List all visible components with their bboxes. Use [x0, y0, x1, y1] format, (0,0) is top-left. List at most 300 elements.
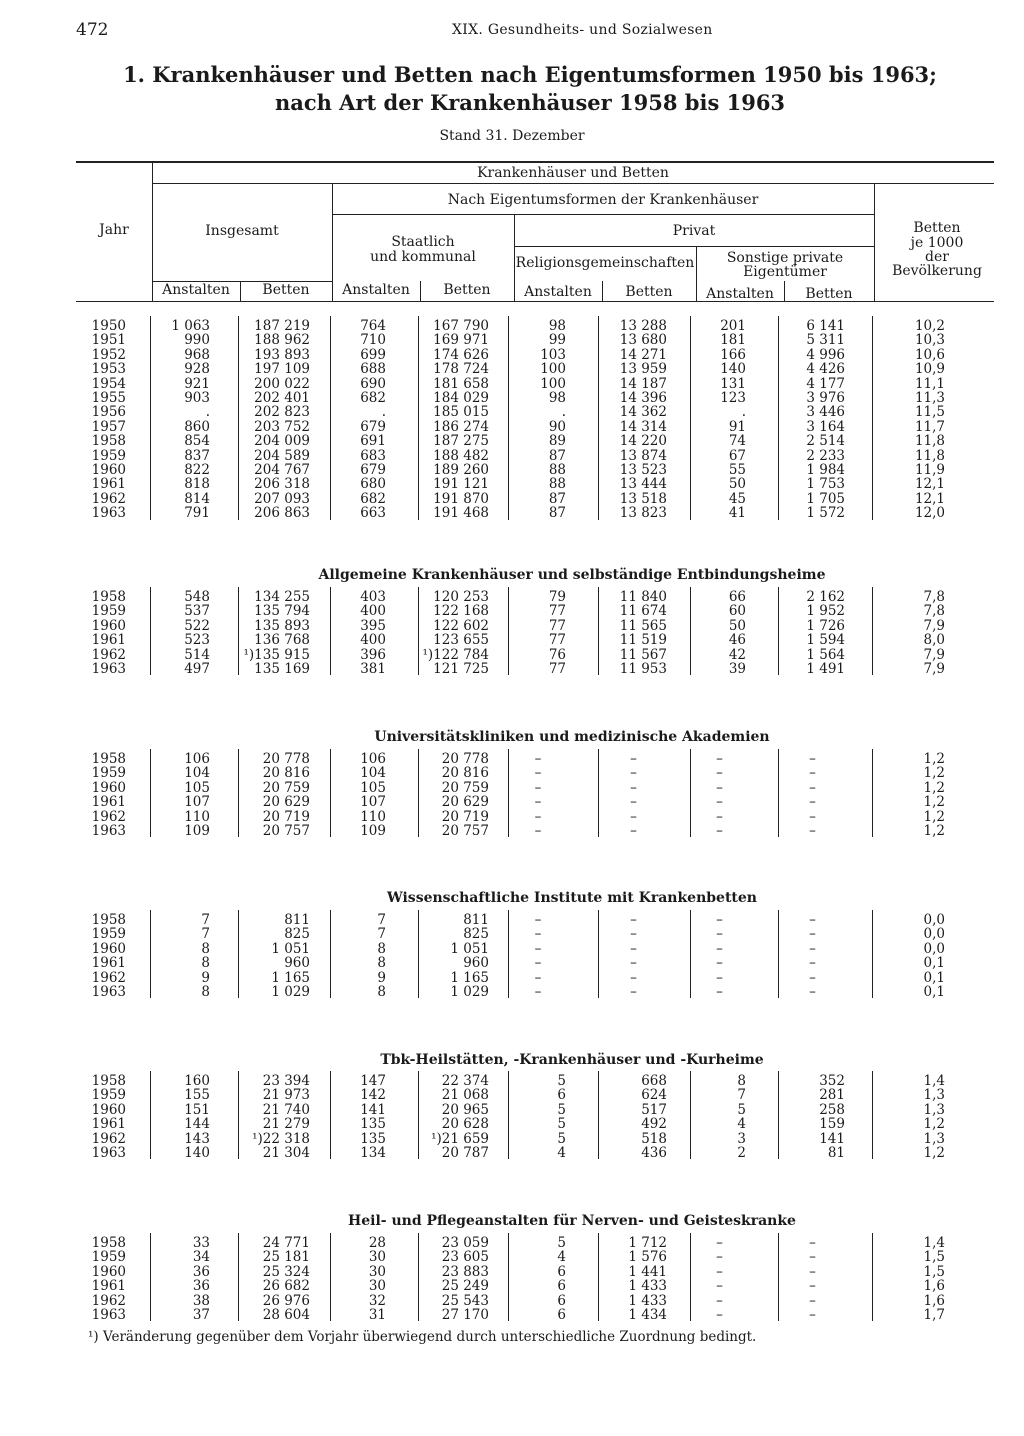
year-cell: 1958	[91, 1235, 126, 1251]
religion-anstalten-cell: –	[534, 984, 542, 1000]
sonstige-anstalten-cell: –	[716, 808, 723, 825]
religion-anstalten-cell: 87	[548, 490, 566, 507]
staatlich-anstalten-cell: 710	[360, 332, 386, 349]
staatlich-betten-cell: ¹)21 659	[431, 1130, 489, 1147]
year-cell: 1959	[91, 1249, 126, 1266]
religion-betten-cell: 517	[641, 1101, 667, 1118]
sonstige-betten-cell: –	[809, 794, 816, 811]
staatlich-anstalten-cell: 663	[360, 505, 386, 522]
religion-betten-cell: 14 220	[619, 433, 667, 450]
insgesamt-anstalten-cell: 814	[184, 490, 210, 507]
sonstige-betten-cell: –	[809, 1307, 816, 1323]
staatlich-betten-cell: 20 629	[441, 794, 489, 811]
table-row	[0, 647, 1024, 662]
sonstige-betten-cell: 281	[819, 1087, 845, 1104]
insgesamt-anstalten-cell: 860	[184, 418, 210, 435]
staatlich-anstalten-cell: 8	[377, 955, 386, 972]
table-row	[0, 1145, 1024, 1160]
betten-je-1000-cell: 1,2	[923, 823, 945, 839]
staatlich-betten-cell: 178 724	[433, 361, 489, 378]
betten-je-1000-cell: 11,8	[914, 447, 945, 464]
sonstige-anstalten-cell: 140	[720, 361, 746, 378]
staatlich-anstalten-cell: 699	[360, 346, 386, 363]
betten-je-1000-cell: 0,1	[923, 984, 945, 1000]
year-cell: 1952	[91, 346, 126, 363]
insgesamt-anstalten-cell: 968	[184, 346, 210, 363]
sonstige-anstalten-cell: 123	[720, 390, 746, 406]
insgesamt-anstalten-cell: 106	[184, 751, 210, 767]
section-title: Wissenschaftliche Institute mit Krankenbetten	[387, 890, 757, 906]
religion-betten-cell: 13 680	[619, 332, 667, 349]
table-row	[0, 505, 1024, 520]
religion-anstalten-cell: 6	[557, 1087, 566, 1104]
header-betten-je-line3: der	[925, 249, 949, 265]
religion-anstalten-cell: 6	[557, 1278, 566, 1295]
sonstige-anstalten-cell: 55	[728, 462, 746, 478]
staatlich-anstalten-cell: 7	[377, 926, 386, 943]
year-cell: 1950	[91, 318, 126, 334]
betten-je-1000-cell: 1,2	[923, 794, 945, 811]
betten-je-1000-cell: 11,5	[914, 404, 945, 421]
staatlich-anstalten-cell: 8	[377, 984, 386, 1000]
insgesamt-betten-cell: 24 771	[262, 1235, 310, 1251]
insgesamt-betten-cell: 26 976	[262, 1292, 310, 1309]
staatlich-anstalten-cell: 395	[360, 617, 386, 634]
insgesamt-anstalten-cell: 514	[184, 646, 210, 663]
insgesamt-betten-cell: 25 181	[262, 1249, 310, 1266]
insgesamt-anstalten-cell: 110	[184, 808, 210, 825]
staatlich-anstalten-cell: 142	[360, 1087, 386, 1104]
insgesamt-betten-cell: 193 893	[254, 346, 310, 363]
table-row	[0, 347, 1024, 362]
religion-anstalten-cell: 5	[557, 1130, 566, 1147]
insgesamt-betten-cell: 811	[284, 912, 310, 928]
staatlich-betten-cell: 23 605	[441, 1249, 489, 1266]
staatlich-betten-cell: 825	[463, 926, 489, 943]
religion-betten-cell: 1 433	[628, 1292, 667, 1309]
insgesamt-anstalten-cell: 34	[192, 1249, 210, 1266]
staatlich-betten-cell: 122 602	[433, 617, 489, 634]
year-cell: 1958	[91, 912, 126, 928]
insgesamt-anstalten-cell: 151	[184, 1101, 210, 1118]
religion-anstalten-cell: 87	[548, 447, 566, 464]
table-row	[0, 780, 1024, 795]
year-cell: 1960	[91, 617, 126, 634]
staatlich-betten-cell: 23 883	[441, 1263, 489, 1280]
religion-betten-cell: 436	[641, 1145, 667, 1161]
religion-anstalten-cell: 76	[548, 646, 566, 663]
betten-je-1000-cell: 10,6	[914, 346, 945, 363]
header-krankenhaeuser-und-betten: Krankenhäuser und Betten	[477, 165, 669, 181]
sonstige-betten-cell: 1 952	[806, 603, 845, 620]
year-cell: 1961	[91, 794, 126, 811]
year-cell: 1958	[91, 1073, 126, 1089]
sonstige-anstalten-cell: –	[716, 1249, 723, 1266]
sonstige-anstalten-cell: –	[716, 912, 723, 928]
religion-anstalten-cell: 99	[548, 332, 566, 349]
betten-je-1000-cell: 11,3	[914, 390, 945, 406]
staatlich-anstalten-cell: 32	[368, 1292, 386, 1309]
staatlich-betten-cell: 191 468	[433, 505, 489, 522]
religion-betten-cell: 11 953	[619, 661, 667, 677]
table-row	[0, 361, 1024, 376]
religion-betten-cell: 14 314	[619, 418, 667, 435]
year-cell: 1963	[91, 661, 126, 677]
table-row	[0, 941, 1024, 956]
year-cell: 1959	[91, 603, 126, 620]
table-row	[0, 448, 1024, 463]
betten-je-1000-cell: 12,1	[914, 476, 945, 493]
sonstige-anstalten-cell: 42	[728, 646, 746, 663]
insgesamt-anstalten-cell: 140	[184, 1145, 210, 1161]
header-sonstige-line1: Sonstige private	[726, 250, 844, 266]
insgesamt-anstalten-cell: 921	[184, 375, 210, 392]
year-cell: 1961	[91, 476, 126, 493]
header-religionsgemeinschaften: Religionsgemeinschaften	[515, 255, 695, 271]
staatlich-anstalten-cell: 141	[360, 1101, 386, 1118]
year-cell: 1963	[91, 823, 126, 839]
sonstige-anstalten-cell: 5	[737, 1101, 746, 1118]
footnote: ¹) Veränderung gegenüber dem Vorjahr überwiegend durch unterschiedliche Zuordnung bedingt.	[88, 1329, 757, 1345]
staatlich-anstalten-cell: 110	[360, 808, 386, 825]
staatlich-anstalten-cell: 105	[360, 779, 386, 796]
insgesamt-betten-cell: 20 778	[262, 751, 310, 767]
staatlich-betten-cell: 20 628	[441, 1116, 489, 1133]
insgesamt-betten-cell: 20 816	[262, 765, 310, 782]
staatlich-betten-cell: 960	[463, 955, 489, 972]
insgesamt-anstalten-cell: 155	[184, 1087, 210, 1104]
insgesamt-anstalten-cell: 33	[192, 1235, 210, 1251]
religion-betten-cell: 13 523	[619, 462, 667, 478]
insgesamt-betten-cell: 20 629	[262, 794, 310, 811]
betten-je-1000-cell: 7,8	[923, 603, 945, 620]
sonstige-betten-cell: –	[809, 779, 816, 796]
sonstige-anstalten-cell: 39	[728, 661, 746, 677]
insgesamt-betten-cell: 204 009	[254, 433, 310, 450]
staatlich-anstalten-cell: 679	[360, 418, 386, 435]
sonstige-anstalten-cell: 8	[737, 1073, 746, 1089]
year-cell: 1963	[91, 1145, 126, 1161]
insgesamt-betten-cell: 1 029	[271, 984, 310, 1000]
religion-betten-cell: –	[630, 984, 637, 1000]
staatlich-betten-cell: 120 253	[433, 589, 489, 605]
religion-betten-cell: 14 271	[619, 346, 667, 363]
religion-betten-cell: –	[630, 779, 637, 796]
insgesamt-anstalten-cell: 8	[201, 940, 210, 957]
betten-je-1000-cell: 11,8	[914, 433, 945, 450]
insgesamt-betten-cell: 135 794	[254, 603, 310, 620]
year-cell: 1963	[91, 505, 126, 522]
year-cell: 1959	[91, 1087, 126, 1104]
sonstige-betten-cell: –	[809, 751, 816, 767]
staatlich-betten-cell: 22 374	[441, 1073, 489, 1089]
year-cell: 1963	[91, 984, 126, 1000]
sonstige-anstalten-cell: 41	[728, 505, 746, 522]
staatlich-anstalten-cell: 690	[360, 375, 386, 392]
header-jahr: Jahr	[99, 222, 129, 238]
religion-betten-cell: 14 396	[619, 390, 667, 406]
header-privat: Privat	[672, 223, 716, 239]
table-row	[0, 419, 1024, 434]
staatlich-anstalten-cell: 688	[360, 361, 386, 378]
sonstige-anstalten-cell: –	[716, 1307, 723, 1323]
table-row	[0, 476, 1024, 491]
table-row	[0, 1087, 1024, 1102]
insgesamt-anstalten-cell: .	[205, 404, 210, 421]
staatlich-betten-cell: 25 249	[441, 1278, 489, 1295]
staatlich-betten-cell: 20 965	[441, 1101, 489, 1118]
sonstige-anstalten-cell: –	[716, 969, 723, 986]
sonstige-betten-cell: 4 177	[806, 375, 845, 392]
staatlich-anstalten-cell: 679	[360, 462, 386, 478]
sonstige-betten-cell: 5 311	[806, 332, 845, 349]
header-anstalten: Anstalten	[706, 286, 774, 302]
betten-je-1000-cell: 1,3	[923, 1130, 945, 1147]
insgesamt-anstalten-cell: 854	[184, 433, 210, 450]
religion-betten-cell: –	[630, 912, 637, 928]
religion-anstalten-cell: 87	[548, 505, 566, 522]
betten-je-1000-cell: 7,8	[923, 589, 945, 605]
staatlich-anstalten-cell: 8	[377, 940, 386, 957]
religion-betten-cell: 11 565	[619, 617, 667, 634]
sonstige-betten-cell: –	[809, 1263, 816, 1280]
religion-anstalten-cell: 77	[548, 603, 566, 620]
insgesamt-betten-cell: 204 767	[254, 462, 310, 478]
table-row	[0, 823, 1024, 838]
running-head: XIX. Gesundheits- und Sozialwesen	[452, 22, 713, 38]
betten-je-1000-cell: 1,7	[923, 1307, 945, 1323]
betten-je-1000-cell: 1,2	[923, 765, 945, 782]
year-cell: 1962	[91, 646, 126, 663]
table-row	[0, 912, 1024, 927]
insgesamt-anstalten-cell: 537	[184, 603, 210, 620]
year-cell: 1958	[91, 589, 126, 605]
religion-betten-cell: 14 187	[619, 375, 667, 392]
religion-betten-cell: –	[630, 940, 637, 957]
religion-anstalten-cell: 77	[548, 632, 566, 649]
year-cell: 1957	[91, 418, 126, 435]
sonstige-betten-cell: 1 984	[806, 462, 845, 478]
staatlich-anstalten-cell: 107	[360, 794, 386, 811]
insgesamt-betten-cell: 28 604	[262, 1307, 310, 1323]
staatlich-betten-cell: 27 170	[441, 1307, 489, 1323]
religion-anstalten-cell: 5	[557, 1235, 566, 1251]
religion-anstalten-cell: .	[561, 404, 566, 421]
year-cell: 1954	[91, 375, 126, 392]
insgesamt-betten-cell: 206 318	[254, 476, 310, 493]
insgesamt-betten-cell: ¹)22 318	[252, 1130, 310, 1147]
staatlich-betten-cell: ¹)122 784	[422, 646, 489, 663]
staatlich-anstalten-cell: 30	[368, 1249, 386, 1266]
sonstige-betten-cell: 1 753	[806, 476, 845, 493]
insgesamt-anstalten-cell: 160	[184, 1073, 210, 1089]
religion-anstalten-cell: –	[534, 751, 542, 767]
betten-je-1000-cell: 10,9	[914, 361, 945, 378]
religion-anstalten-cell: 6	[557, 1263, 566, 1280]
table-row	[0, 376, 1024, 391]
header-top-rule	[76, 161, 994, 163]
sonstige-anstalten-cell: –	[716, 794, 723, 811]
sonstige-anstalten-cell: –	[716, 1278, 723, 1295]
staatlich-anstalten-cell: 135	[360, 1130, 386, 1147]
sonstige-betten-cell: –	[809, 984, 816, 1000]
staatlich-betten-cell: 20 787	[441, 1145, 489, 1161]
religion-betten-cell: –	[630, 823, 637, 839]
sonstige-betten-cell: 4 996	[806, 346, 845, 363]
table-row	[0, 1249, 1024, 1264]
year-cell: 1959	[91, 765, 126, 782]
insgesamt-betten-cell: 23 394	[262, 1073, 310, 1089]
religion-betten-cell: 13 874	[619, 447, 667, 464]
insgesamt-betten-cell: 202 401	[254, 390, 310, 406]
header-sonstige-line2: Eigentümer	[743, 264, 827, 280]
sonstige-anstalten-cell: –	[716, 765, 723, 782]
religion-betten-cell: 11 674	[619, 603, 667, 620]
religion-anstalten-cell: –	[534, 955, 542, 972]
sonstige-anstalten-cell: –	[716, 1235, 723, 1251]
staatlich-betten-cell: 189 260	[433, 462, 489, 478]
year-cell: 1961	[91, 1278, 126, 1295]
religion-betten-cell: 1 576	[628, 1249, 667, 1266]
sonstige-anstalten-cell: 7	[737, 1087, 746, 1104]
staatlich-betten-cell: 121 725	[433, 661, 489, 677]
table-row	[0, 1307, 1024, 1322]
year-cell: 1961	[91, 632, 126, 649]
religion-betten-cell: –	[630, 794, 637, 811]
religion-anstalten-cell: –	[534, 765, 542, 782]
sonstige-betten-cell: 3 164	[806, 418, 845, 435]
year-cell: 1960	[91, 1101, 126, 1118]
religion-betten-cell: –	[630, 808, 637, 825]
staatlich-anstalten-cell: 135	[360, 1116, 386, 1133]
sonstige-anstalten-cell: 131	[720, 375, 746, 392]
religion-anstalten-cell: –	[534, 779, 542, 796]
sonstige-anstalten-cell: –	[716, 751, 723, 767]
insgesamt-anstalten-cell: 7	[201, 926, 210, 943]
insgesamt-anstalten-cell: 36	[192, 1278, 210, 1295]
insgesamt-anstalten-cell: 822	[184, 462, 210, 478]
year-cell: 1962	[91, 808, 126, 825]
betten-je-1000-cell: 12,1	[914, 490, 945, 507]
religion-anstalten-cell: –	[534, 912, 542, 928]
religion-betten-cell: 13 288	[619, 318, 667, 334]
religion-betten-cell: –	[630, 969, 637, 986]
insgesamt-anstalten-cell: 9	[201, 969, 210, 986]
header-anstalten: Anstalten	[524, 284, 592, 300]
header-betten-je-line2: je 1000	[910, 235, 964, 251]
religion-anstalten-cell: –	[534, 969, 542, 986]
sonstige-anstalten-cell: .	[741, 404, 746, 421]
table-row	[0, 404, 1024, 419]
header-nach-eigentumsformen: Nach Eigentumsformen der Krankenhäuser	[447, 192, 759, 208]
staatlich-betten-cell: 191 870	[433, 490, 489, 507]
insgesamt-betten-cell: 1 051	[271, 940, 310, 957]
staatlich-betten-cell: 811	[463, 912, 489, 928]
insgesamt-betten-cell: 206 863	[254, 505, 310, 522]
year-cell: 1962	[91, 1292, 126, 1309]
insgesamt-betten-cell: 21 973	[262, 1087, 310, 1104]
betten-je-1000-cell: 8,0	[923, 632, 945, 649]
staatlich-anstalten-cell: .	[381, 404, 386, 421]
header-rule-2	[152, 183, 994, 184]
staatlich-anstalten-cell: 400	[360, 632, 386, 649]
sonstige-anstalten-cell: 66	[728, 589, 746, 605]
section-title: Heil- und Pflegeanstalten für Nerven- und Geisteskranke	[348, 1213, 796, 1229]
insgesamt-anstalten-cell: 791	[184, 505, 210, 522]
staatlich-anstalten-cell: 764	[360, 318, 386, 334]
staatlich-anstalten-cell: 683	[360, 447, 386, 464]
insgesamt-anstalten-cell: 105	[184, 779, 210, 796]
insgesamt-betten-cell: 26 682	[262, 1278, 310, 1295]
insgesamt-anstalten-cell: 38	[192, 1292, 210, 1309]
sonstige-anstalten-cell: 50	[728, 476, 746, 493]
sonstige-betten-cell: 2 162	[806, 589, 845, 605]
table-row	[0, 1278, 1024, 1293]
religion-betten-cell: 11 840	[619, 589, 667, 605]
staatlich-anstalten-cell: 682	[360, 390, 386, 406]
staatlich-anstalten-cell: 31	[368, 1307, 386, 1323]
religion-anstalten-cell: 5	[557, 1073, 566, 1089]
staatlich-betten-cell: 25 543	[441, 1292, 489, 1309]
year-cell: 1963	[91, 1307, 126, 1323]
table-row	[0, 1264, 1024, 1279]
header-rule-3	[332, 214, 874, 215]
insgesamt-anstalten-cell: 143	[184, 1130, 210, 1147]
staatlich-anstalten-cell: 109	[360, 823, 386, 839]
staatlich-anstalten-cell: 106	[360, 751, 386, 767]
sonstige-betten-cell: –	[809, 823, 816, 839]
year-cell: 1961	[91, 1116, 126, 1133]
year-cell: 1953	[91, 361, 126, 378]
staatlich-betten-cell: 188 482	[433, 447, 489, 464]
header-betten: Betten	[805, 286, 853, 302]
betten-je-1000-cell: 1,4	[923, 1073, 945, 1089]
religion-betten-cell: 668	[641, 1073, 667, 1089]
insgesamt-anstalten-cell: 8	[201, 955, 210, 972]
betten-je-1000-cell: 11,7	[914, 418, 945, 435]
sonstige-anstalten-cell: 4	[737, 1116, 746, 1133]
table-row	[0, 603, 1024, 618]
insgesamt-betten-cell: 207 093	[254, 490, 310, 507]
table-row	[0, 794, 1024, 809]
staatlich-betten-cell: 184 029	[433, 390, 489, 406]
religion-anstalten-cell: 79	[548, 589, 566, 605]
betten-je-1000-cell: 0,0	[923, 926, 945, 943]
sonstige-betten-cell: –	[809, 955, 816, 972]
religion-anstalten-cell: 4	[557, 1249, 566, 1266]
sonstige-betten-cell: 352	[819, 1073, 845, 1089]
betten-je-1000-cell: 7,9	[923, 661, 945, 677]
religion-betten-cell: 13 959	[619, 361, 667, 378]
table-row	[0, 926, 1024, 941]
sonstige-anstalten-cell: 50	[728, 617, 746, 634]
insgesamt-betten-cell: 187 219	[254, 318, 310, 334]
table-row	[0, 1235, 1024, 1250]
table-row	[0, 332, 1024, 347]
religion-anstalten-cell: 100	[540, 375, 566, 392]
staatlich-betten-cell: 1 051	[450, 940, 489, 957]
table-row	[0, 1116, 1024, 1131]
header-staatlich-line1: Staatlich	[391, 234, 455, 250]
year-cell: 1958	[91, 751, 126, 767]
sonstige-betten-cell: –	[809, 1292, 816, 1309]
sonstige-betten-cell: –	[809, 765, 816, 782]
insgesamt-betten-cell: 134 255	[254, 589, 310, 605]
betten-je-1000-cell: 0,1	[923, 969, 945, 986]
religion-anstalten-cell: –	[534, 823, 542, 839]
religion-anstalten-cell: –	[534, 794, 542, 811]
staatlich-anstalten-cell: 400	[360, 603, 386, 620]
